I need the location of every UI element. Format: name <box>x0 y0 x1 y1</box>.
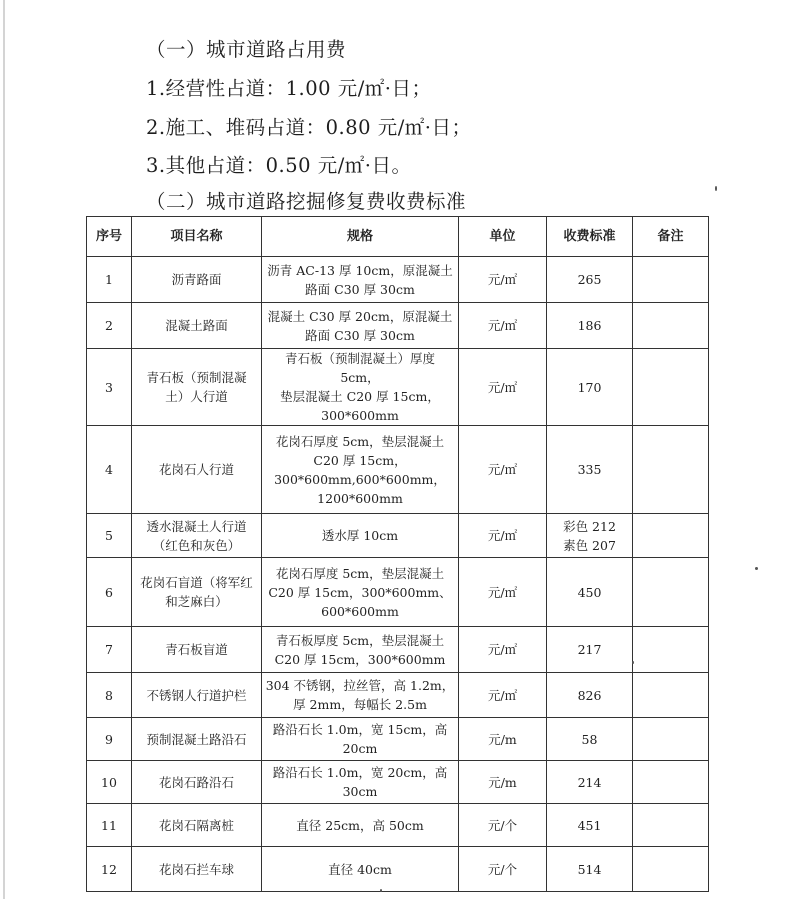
cell-spec: 花岗石厚度 5cm，垫层混凝土 C20 厚 15cm， 300*600mm,600*600mm， 1200*600mm <box>262 426 459 514</box>
table-row <box>87 303 709 349</box>
cell-name: 花岗石人行道 <box>132 426 262 514</box>
section-heading-road-occupancy: （一）城市道路占用费 <box>146 38 347 61</box>
cell-fee: 58 <box>547 718 633 761</box>
table-row <box>87 673 709 718</box>
cell-fee: 彩色 212 素色 207 <box>547 514 633 558</box>
cell-note <box>633 349 709 426</box>
cell-note <box>633 673 709 718</box>
cell-no: 7 <box>87 627 132 673</box>
cell-unit: 元/㎡ <box>459 558 547 627</box>
cell-no: 5 <box>87 514 132 558</box>
cell-name: 花岗石隔离桩 <box>132 804 262 847</box>
table-row <box>87 514 709 558</box>
list-item-construction-occupancy: 2.施工、堆码占道：0.80 元/㎡·日； <box>146 116 472 139</box>
cell-unit: 元/㎡ <box>459 673 547 718</box>
cell-no: 12 <box>87 847 132 892</box>
cell-spec: 304 不锈钢，拉丝管，高 1.2m， 厚 2mm，每幅长 2.5m <box>262 673 459 718</box>
cell-fee: 186 <box>547 303 633 349</box>
cell-fee: 265 <box>547 257 633 303</box>
cell-no: 4 <box>87 426 132 514</box>
cell-name: 花岗石路沿石 <box>132 761 262 804</box>
cell-fee: 514 <box>547 847 633 892</box>
cell-fee: 451 <box>547 804 633 847</box>
scan-speck <box>715 186 717 191</box>
fee-standard-table <box>86 216 709 892</box>
cell-note <box>633 718 709 761</box>
header-fee: 收费标准 <box>547 217 633 257</box>
table-header-row <box>87 217 709 257</box>
cell-name: 青石板盲道 <box>132 627 262 673</box>
cell-name: 预制混凝土路沿石 <box>132 718 262 761</box>
header-spec: 规格 <box>262 217 459 257</box>
cell-note <box>633 303 709 349</box>
table-row <box>87 718 709 761</box>
scan-speck <box>755 567 758 570</box>
cell-unit: 元/m <box>459 718 547 761</box>
table-row <box>87 426 709 514</box>
cell-name: 花岗石盲道（将军红 和芝麻白） <box>132 558 262 627</box>
cell-note <box>633 761 709 804</box>
cell-unit: 元/个 <box>459 804 547 847</box>
cell-name: 青石板（预制混凝 土）人行道 <box>132 349 262 426</box>
scan-speck <box>632 661 634 664</box>
cell-name: 透水混凝土人行道 （红色和灰色） <box>132 514 262 558</box>
list-item-operating-occupancy: 1.经营性占道：1.00 元/㎡·日； <box>146 77 432 100</box>
cell-no: 10 <box>87 761 132 804</box>
cell-note <box>633 514 709 558</box>
cell-no: 8 <box>87 673 132 718</box>
cell-fee: 214 <box>547 761 633 804</box>
cell-fee: 450 <box>547 558 633 627</box>
header-unit: 单位 <box>459 217 547 257</box>
header-name: 项目名称 <box>132 217 262 257</box>
cell-fee: 335 <box>547 426 633 514</box>
cell-name: 沥青路面 <box>132 257 262 303</box>
table-row <box>87 558 709 627</box>
cell-spec: 透水厚 10cm <box>262 514 459 558</box>
table-row <box>87 257 709 303</box>
cell-unit: 元/㎡ <box>459 627 547 673</box>
cell-note <box>633 804 709 847</box>
cell-spec: 直径 40cm <box>262 847 459 892</box>
header-note: 备注 <box>633 217 709 257</box>
section-heading-excavation-fee: （二）城市道路挖掘修复费收费标准 <box>146 190 467 213</box>
scan-edge-line <box>3 0 5 899</box>
cell-unit: 元/m <box>459 761 547 804</box>
cell-note <box>633 257 709 303</box>
cell-note <box>633 847 709 892</box>
cell-name: 不锈钢人行道护栏 <box>132 673 262 718</box>
cell-fee: 217 <box>547 627 633 673</box>
cell-unit: 元/㎡ <box>459 349 547 426</box>
cell-name: 花岗石拦车球 <box>132 847 262 892</box>
cell-spec: 沥青 AC-13 厚 10cm，原混凝土 路面 C30 厚 30cm <box>262 257 459 303</box>
cell-note <box>633 558 709 627</box>
list-item-other-occupancy: 3.其他占道：0.50 元/㎡·日。 <box>146 154 412 177</box>
cell-no: 2 <box>87 303 132 349</box>
cell-spec: 直径 25cm，高 50cm <box>262 804 459 847</box>
table-row <box>87 627 709 673</box>
cell-spec: 路沿石长 1.0m，宽 15cm，高 20cm <box>262 718 459 761</box>
cell-no: 9 <box>87 718 132 761</box>
cell-no: 1 <box>87 257 132 303</box>
header-no: 序号 <box>87 217 132 257</box>
table-row <box>87 761 709 804</box>
cell-unit: 元/㎡ <box>459 426 547 514</box>
cell-spec: 混凝土 C30 厚 20cm，原混凝土 路面 C30 厚 30cm <box>262 303 459 349</box>
cell-unit: 元/㎡ <box>459 514 547 558</box>
cell-fee: 826 <box>547 673 633 718</box>
cell-unit: 元/个 <box>459 847 547 892</box>
table-row <box>87 349 709 426</box>
table-row <box>87 804 709 847</box>
scan-speck <box>380 889 382 892</box>
cell-note <box>633 627 709 673</box>
cell-spec: 路沿石长 1.0m，宽 20cm，高 30cm <box>262 761 459 804</box>
cell-fee: 170 <box>547 349 633 426</box>
cell-no: 3 <box>87 349 132 426</box>
cell-no: 11 <box>87 804 132 847</box>
table-row <box>87 847 709 892</box>
cell-spec: 青石板厚度 5cm，垫层混凝土 C20 厚 15cm，300*600mm <box>262 627 459 673</box>
cell-spec: 青石板（预制混凝土）厚度 5cm， 垫层混凝土 C20 厚 15cm， 300*600mm <box>262 349 459 426</box>
cell-spec: 花岗石厚度 5cm，垫层混凝土 C20 厚 15cm，300*600mm、 600*600mm <box>262 558 459 627</box>
cell-no: 6 <box>87 558 132 627</box>
cell-unit: 元/㎡ <box>459 257 547 303</box>
cell-unit: 元/㎡ <box>459 303 547 349</box>
cell-note <box>633 426 709 514</box>
cell-name: 混凝土路面 <box>132 303 262 349</box>
